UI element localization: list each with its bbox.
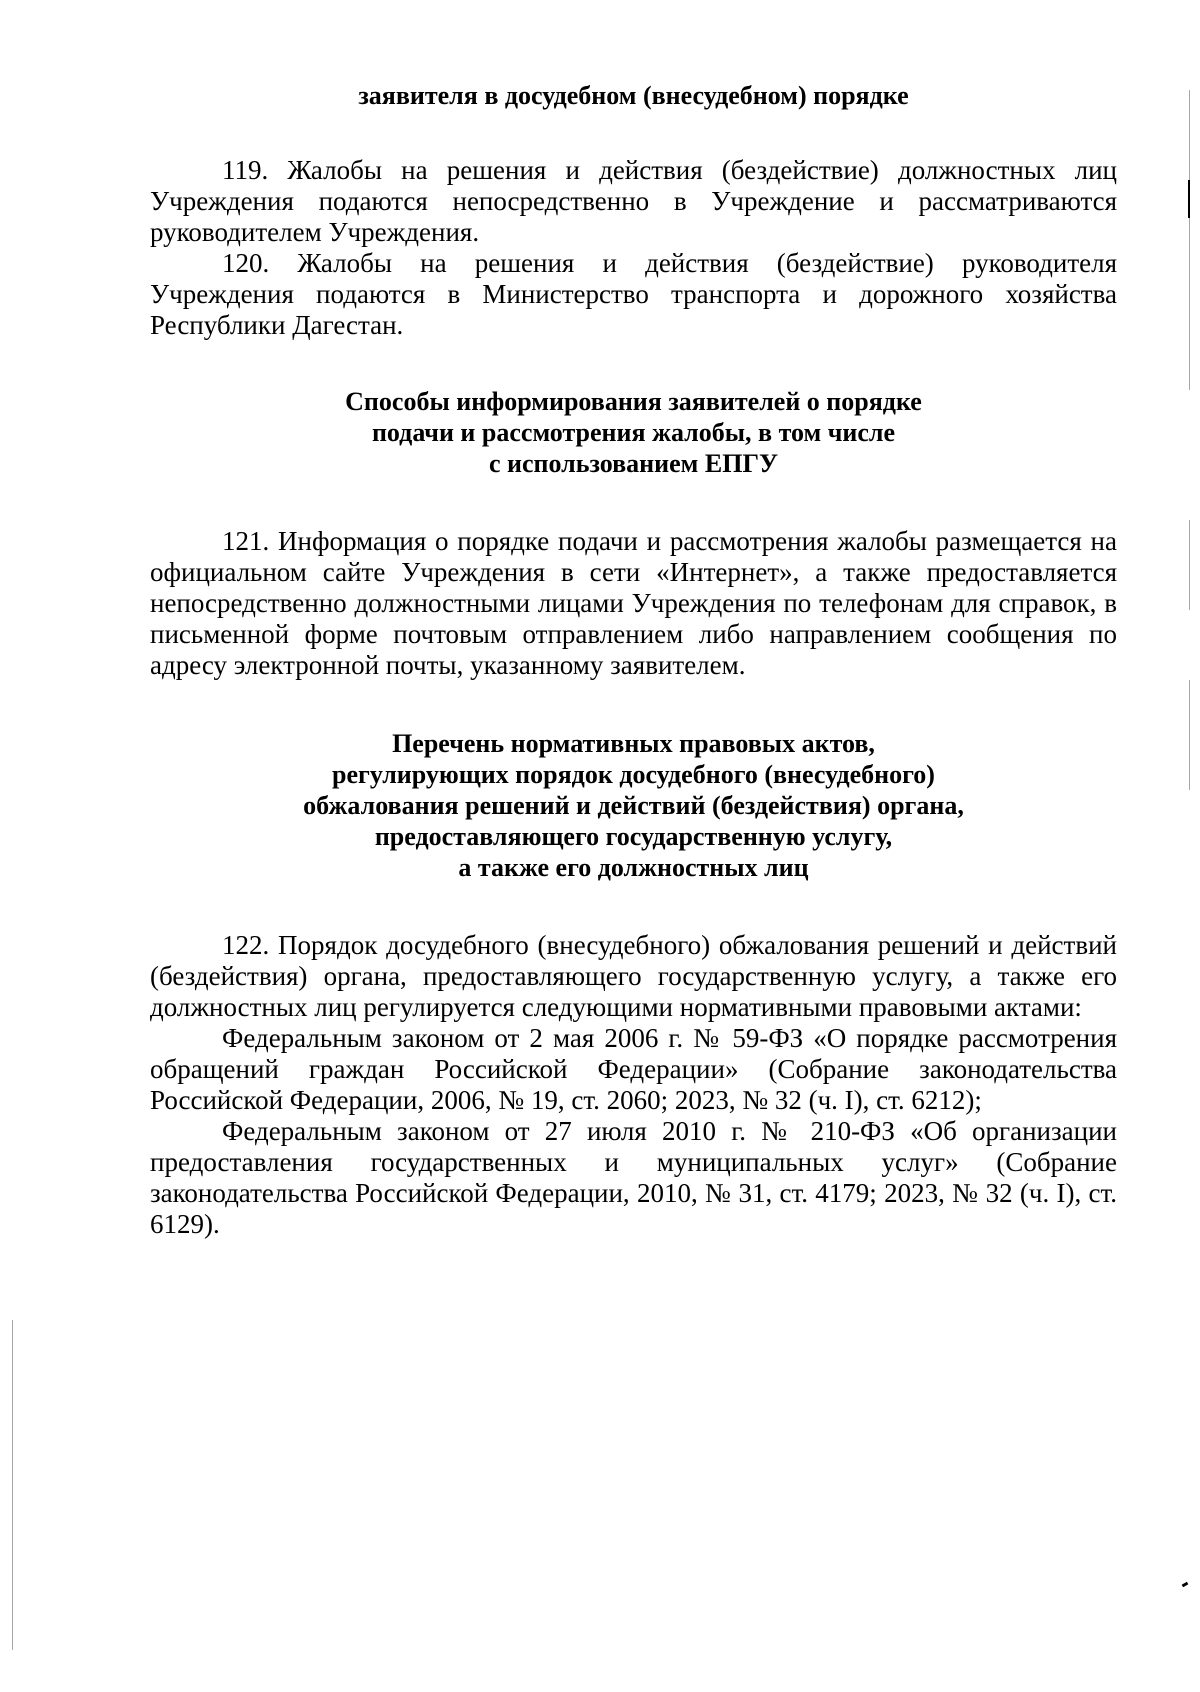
- scan-edge-mark: [1189, 520, 1190, 610]
- paragraph-121: 121. Информация о порядке подачи и рассмотрения жалобы размещается на официальном сайте Учреждения в сети «Интернет», а также предоставляется непосредственно должностными лицами Учреждения по телефонам для справок, в письменной форме почтовым отправлением либо направлением сообщения по адресу электронной почты, указанному заявителем.: [150, 526, 1117, 680]
- paragraph-law-59: Федеральным законом от 2 мая 2006 г. № 59-ФЗ «О порядке рассмотрения обращений граждан Российской Федерации» (Собрание законодательства Российской Федерации, 2006, № 19, ст. 2060; 2023, № 32 (ч. I), ст. 6212);: [150, 1023, 1117, 1115]
- scan-edge-mark: [1182, 1582, 1189, 1588]
- section-heading-continuation: заявителя в досудебном (внесудебном) порядке: [358, 81, 909, 110]
- heading-line: а также его должностных лиц: [458, 853, 809, 882]
- heading-line: с использованием ЕПГУ: [488, 449, 779, 478]
- paragraph-law-210: Федеральным законом от 27 июля 2010 г. № 210-ФЗ «Об организации предоставления государственных и муниципальных услуг» (Собрание законодательства Российской Федерации, 2010, № 31, ст. 4179; 2023, № 32 (ч. I), ст. 6129).: [150, 1116, 1117, 1239]
- heading-line: предоставляющего государственную услугу,: [374, 822, 893, 851]
- heading-line: регулирующих порядок досудебного (внесудебного): [332, 760, 935, 789]
- document-page: [150, 80, 1117, 1240]
- scan-edge-mark: [12, 1320, 13, 1650]
- paragraph-119: 119. Жалобы на решения и действия (бездействие) должностных лиц Учреждения подаются непосредственно в Учреждение и рассматриваются руководителем Учреждения.: [150, 155, 1117, 247]
- heading-line: подачи и рассмотрения жалобы, в том числе: [371, 418, 896, 447]
- paragraph-122: 122. Порядок досудебного (внесудебного) обжалования решений и действий (бездействия) органа, предоставляющего государственную услугу, а также его должностных лиц регулируется следующими нормативными правовыми актами:: [150, 930, 1117, 1022]
- heading-line: Перечень нормативных правовых актов,: [392, 729, 875, 758]
- section-heading-legal-acts: [150, 728, 1117, 883]
- paragraph-120: 120. Жалобы на решения и действия (бездействие) руководителя Учреждения подаются в Министерство транспорта и дорожного хозяйства Республики Дагестан.: [150, 248, 1117, 340]
- scan-edge-mark: [1189, 680, 1190, 790]
- section-heading-informing: [150, 386, 1117, 479]
- heading-line: обжалования решений и действий (бездействия) органа,: [303, 791, 964, 820]
- scan-edge-mark: [1189, 90, 1190, 390]
- heading-line: Способы информирования заявителей о порядке: [345, 387, 922, 416]
